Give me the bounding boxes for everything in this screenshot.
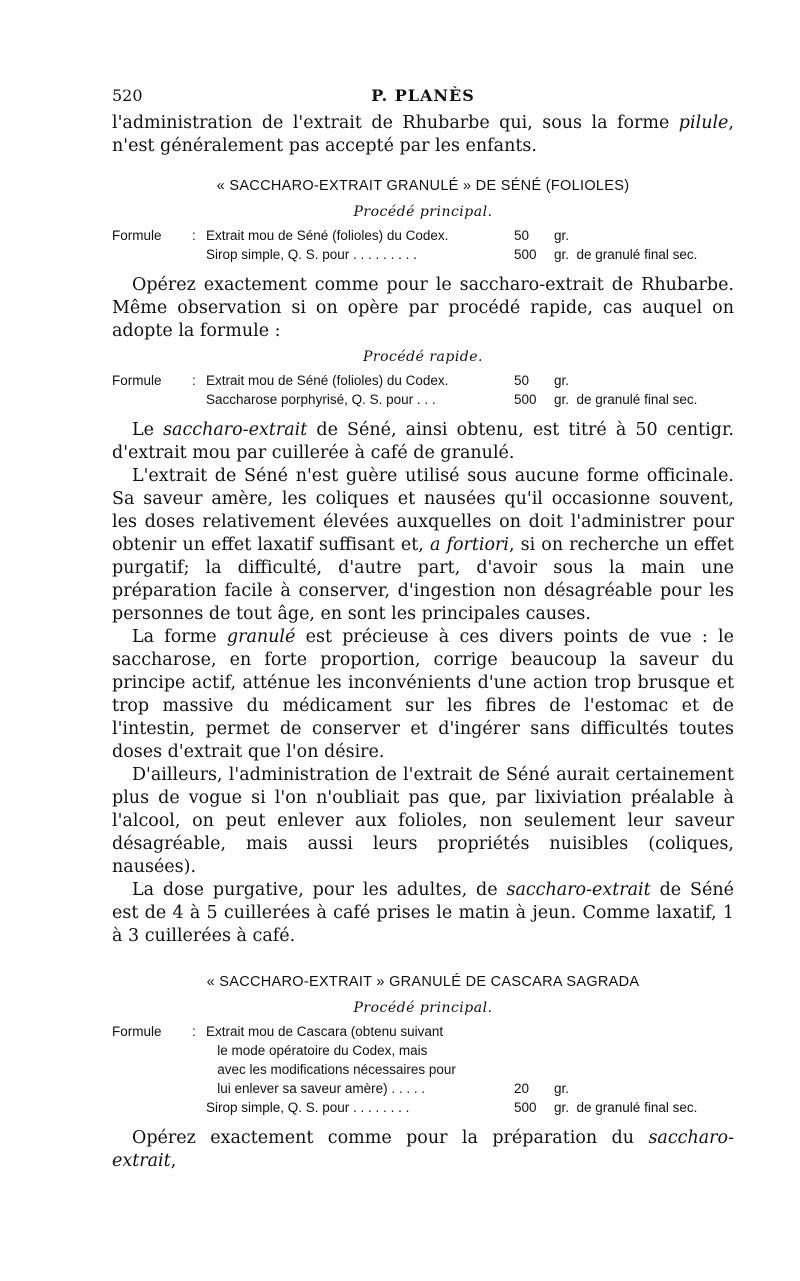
formule-label: Formule — [112, 228, 162, 243]
procede-principal-label: Procédé principal. — [353, 204, 493, 220]
section-title-cascara: « SACCHARO-EXTRAIT » GRANULÉ DE CASCARA SAGRADA — [206, 974, 640, 990]
formula-quantity — [506, 1022, 554, 1041]
paragraph: D'ailleurs, l'administration de l'extrait de Séné aurait certainement plus de vogue si l'on n'oubliait pas que, par lixiviation préalable à l'alcool, on peut enlever aux folioles, non seulement leur saveur désagréable, mais aussi leurs propriétés nuisibles (coliques, nausées). — [112, 765, 734, 877]
formula-quantity: 20 — [514, 1081, 530, 1096]
formula-principal: Formule : Extrait mou de Séné (folioles) du Codex. 50 gr. Sirop simple, Q. S. pour . . . . . . . . . 500 gr. de granulé final sec. — [112, 226, 734, 264]
formula-ingredient: le mode opératoire du Codex, mais — [206, 1043, 428, 1058]
formula-ingredient: Saccharose porphyrisé, Q. S. pour . . . — [206, 392, 436, 407]
formula-unit: gr. — [554, 228, 570, 243]
page-number: 520 — [112, 86, 143, 105]
formula-unit: gr. — [554, 373, 570, 388]
formula-unit — [554, 1060, 734, 1079]
formule-label: Formule — [112, 1024, 162, 1039]
formula-quantity: 500 — [514, 247, 537, 262]
formula-quantity: 50 — [514, 373, 530, 388]
formula-unit: gr. — [554, 1081, 570, 1096]
formula-quantity: 500 — [514, 392, 537, 407]
formula-ingredient: Extrait mou de Séné (folioles) du Codex. — [206, 228, 449, 243]
intro-paragraph: l'administration de l'extrait de Rhubarbe qui, sous la forme pilule, n'est généralement pas accepté par les enfants. — [112, 113, 734, 156]
formula-rapide: Formule : Extrait mou de Séné (folioles) du Codex. 50 gr. Saccharose porphyrisé, Q. S. pour . . . 500 gr. de granulé final sec. — [112, 371, 734, 409]
page-header — [112, 86, 734, 112]
section-title-sene: « SACCHARO-EXTRAIT GRANULÉ » DE SÉNÉ (FOLIOLES) — [216, 178, 630, 194]
formula-ingredient: lui enlever sa saveur amère) . . . . . — [206, 1081, 426, 1096]
formule-label: Formule — [112, 373, 162, 388]
procede-principal-label: Procédé principal. — [353, 1000, 493, 1016]
formula-quantity: 500 — [514, 1100, 537, 1115]
formula-line — [206, 1098, 734, 1117]
formula-quantity — [506, 1041, 554, 1060]
formula-quantity: 50 — [514, 228, 530, 243]
formula-line — [206, 1022, 734, 1041]
formula-line — [206, 390, 734, 409]
formula-line — [206, 245, 734, 264]
paragraph: Opérez exactement comme pour le saccharo-extrait de Rhubarbe. Même observation si on opère par procédé rapide, cas auquel on adopte la formule : — [112, 275, 734, 341]
formula-ingredient: Extrait mou de Cascara (obtenu suivant — [206, 1024, 444, 1039]
formula-unit: gr. de granulé final sec. — [554, 1100, 698, 1115]
formula-ingredient: avec les modifications nécessaires pour — [206, 1062, 456, 1077]
formula-unit — [554, 1041, 734, 1060]
running-head: P. PLANÈS — [371, 86, 475, 105]
paragraph: L'extrait de Séné n'est guère utilisé sous aucune forme officinale. Sa saveur amère, les coliques et nausées qu'il occasionne souvent, les doses relativement élevées auxquelles on doit l'administrer pour obtenir un effet laxatif suffisant et, a fortiori, si on recherche un effet purgatif; la difficulté, d'autre part, d'avoir sous la main une préparation facile à conserver, d'ingestion non désagréable pour les personnes de tout âge, en sont les principales causes. — [112, 466, 734, 624]
formula-ingredient: Extrait mou de Séné (folioles) du Codex. — [206, 373, 449, 388]
procede-rapide-label: Procédé rapide. — [362, 349, 484, 365]
formula-line — [206, 371, 734, 390]
formula-unit — [554, 1022, 734, 1041]
formula-unit: gr. de granulé final sec. — [554, 247, 698, 262]
formula-cascara: Formule : Extrait mou de Cascara (obtenu suivant le mode opératoire du Codex, mais avec les modifications nécessaires pour lui enlever sa saveur amère) . . . . . 20 gr. Sirop simple, Q. S. pour . . . . . . . . 500 gr. de granulé final sec. — [112, 1022, 734, 1117]
formula-line — [206, 1079, 734, 1098]
formula-ingredient: Sirop simple, Q. S. pour . . . . . . . . — [206, 1100, 410, 1115]
formula-quantity — [506, 1060, 554, 1079]
page — [112, 86, 734, 1173]
formula-unit: gr. de granulé final sec. — [554, 392, 698, 407]
formula-ingredient: Sirop simple, Q. S. pour . . . . . . . . . — [206, 247, 417, 262]
paragraph: La dose purgative, pour les adultes, de saccharo-extrait de Séné est de 4 à 5 cuillerées à café prises le matin à jeun. Comme laxatif, 1 à 3 cuillerées à café. — [112, 880, 734, 946]
paragraph: Opérez exactement comme pour la préparation du saccharo-extrait, — [112, 1128, 734, 1171]
formula-line — [206, 1060, 734, 1079]
paragraph: La forme granulé est précieuse à ces divers points de vue : le saccharose, en forte proportion, corrige beaucoup la saveur du principe actif, atténue les inconvénients d'une action trop brusque et trop massive du médicament sur les fibres de l'estomac et de l'intestin, permet de conserver et d'ingérer sans difficultés toutes doses d'extrait que l'on désire. — [112, 627, 734, 762]
formula-line — [206, 226, 734, 245]
formula-line — [206, 1041, 734, 1060]
paragraph: Le saccharo-extrait de Séné, ainsi obtenu, est titré à 50 centigr. d'extrait mou par cuillerée à café de granulé. — [112, 420, 734, 463]
